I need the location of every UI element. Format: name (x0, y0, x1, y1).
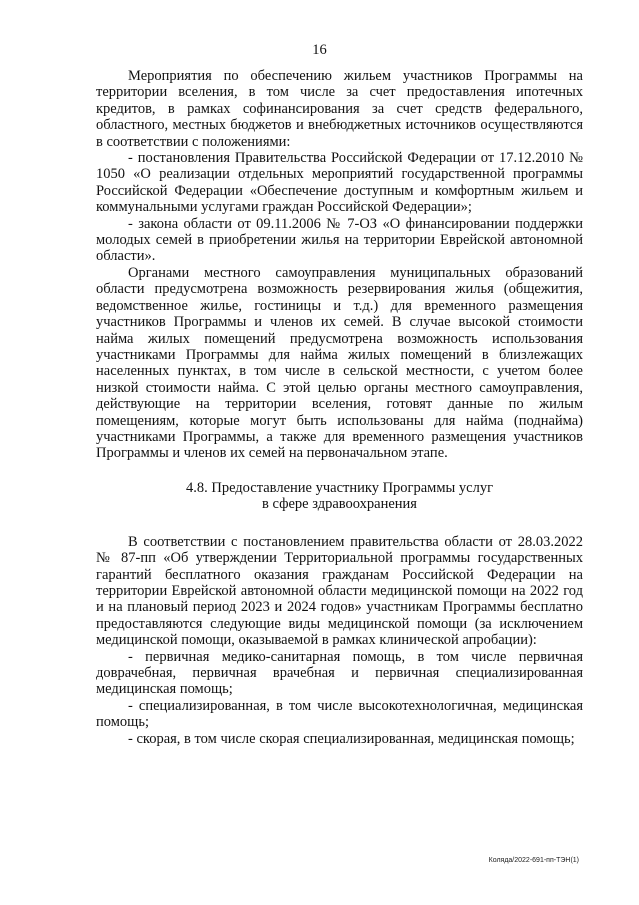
paragraph-regional-law: - закона области от 09.11.2006 № 7-ОЗ «О финансировании поддержки молодых семей в приобретении жилья на территории Еврейской автономной области». (96, 215, 583, 265)
paragraph-healthcare-decree: В соответствии с постановлением правительства области от 28.03.2022 № 87-пп «Об утверждении Территориальной программы государственных гарантий бесплатного оказания гражданам Российской Федерации на территории Еврейской автономной области медицинской помощи на 2022 год и на плановый период 2023 и 2024 годов» участникам Программы бесплатно предоставляются следующие виды медицинской помощи (за исключением медицинской помощи, оказываемой в рамках клинической апробации): (96, 533, 583, 649)
list-item-primary-care: - первичная медико-санитарная помощь, в том числе первичная доврачебная, первичная врачебная и первичная специализированная медицинская помощь; (96, 648, 583, 698)
page-number: 16 (312, 42, 327, 58)
section-heading (96, 480, 583, 513)
heading-spacer (96, 513, 583, 534)
paragraph-government-decree: - постановления Правительства Российской Федерации от 17.12.2010 № 1050 «О реализации отдельных мероприятий государственной программы Российской Федерации «Обеспечение доступным и комфортным жильем и коммунальными услугами граждан Российской Федерации»; (96, 150, 583, 216)
paragraph-housing-measures: Мероприятия по обеспечению жильем участников Программы на территории вселения, в том числе за счет предоставления ипотечных кредитов, в рамках софинансирования за счет средств федерального, областного, местных бюджетов и внебюджетных источников осуществляются в соответствии с положениями: (96, 68, 583, 150)
paragraph-local-government-housing: Органами местного самоуправления муниципальных образований области предусмотрена возможность резервирования жилья (общежития, ведомственное жилье, гостиницы и т.д.) для временного размещения участников Программы и членов их семей. В случае высокой стоимости найма жилых помещений предусмотрена возможность использования участниками Программы для найма жилых помещений в близлежащих населенных пунктах, в том числе в сельской местности, с учетом более низкой стоимости найма. С этой целью органы местного самоуправления, действующие на территории вселения, готовят данные по жилым помещениям, которые могут быть использованы для найма (поднайма) участниками Программы, а также для временного размещения участников Программы и членов их семей на первоначальном этапе. (96, 264, 583, 462)
list-item-emergency-care: - скорая, в том числе скорая специализированная, медицинская помощь; (128, 730, 575, 747)
section-heading-line-2: в сфере здравоохранения (262, 496, 417, 513)
document-registration-code: Коляда/2022-691-пп-ТЭН(1) (488, 857, 579, 864)
section-heading-line-1: 4.8. Предоставление участнику Программы услуг (185, 479, 494, 496)
document-body (96, 68, 583, 747)
list-item-specialized-care: - специализированная, в том числе высокотехнологичная, медицинская помощь; (96, 697, 583, 731)
